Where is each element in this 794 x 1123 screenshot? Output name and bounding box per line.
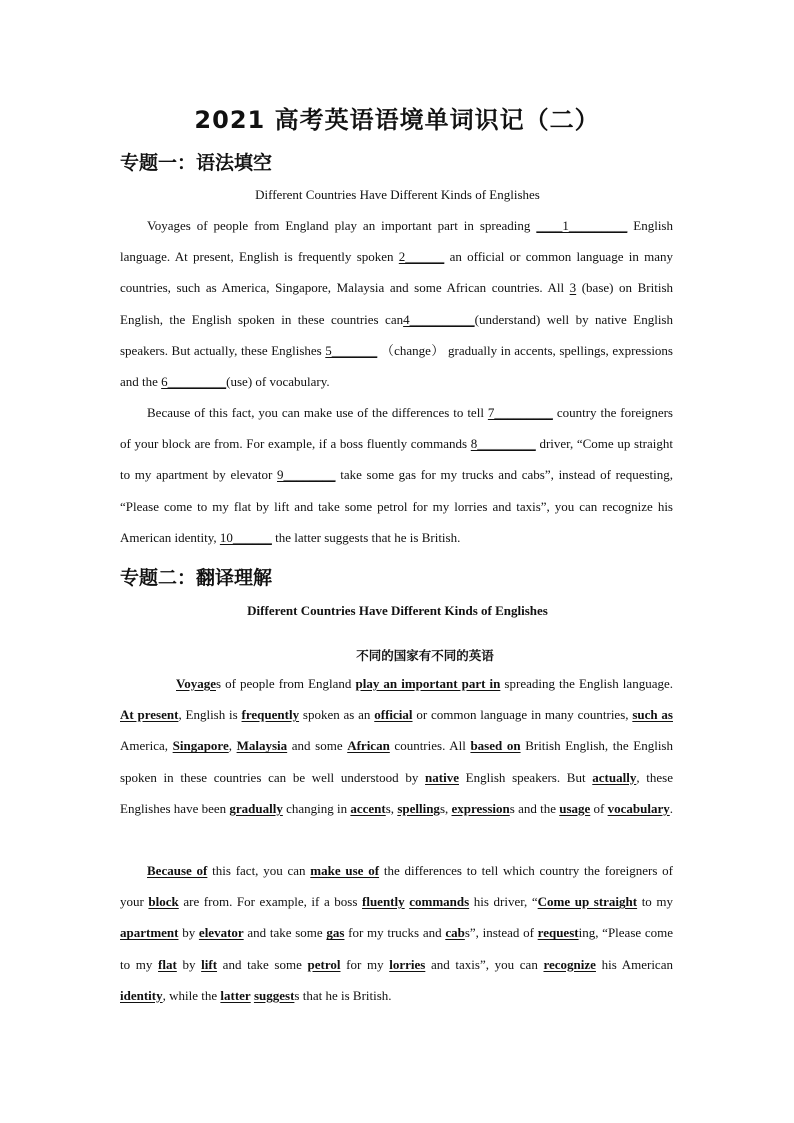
keyword: accent — [350, 800, 386, 816]
answer-blank: 7_________ — [487, 405, 553, 420]
keyword: elevator — [198, 925, 244, 941]
keyword: fluently — [362, 894, 405, 910]
answer-blank: 5_______ — [325, 342, 378, 358]
keyword: lorries — [389, 956, 426, 972]
keyword: native — [425, 769, 459, 785]
keyword: gradually — [229, 800, 283, 816]
keyword: latter — [220, 987, 251, 1003]
answer-blank: 9________ — [277, 467, 336, 483]
keyword: request — [537, 925, 579, 941]
section1-heading: 专题一：语法填空 — [120, 152, 273, 174]
keyword: petrol — [307, 956, 341, 972]
keyword: At present — [120, 707, 179, 723]
answer-blank: 10______ — [219, 529, 272, 545]
keyword: commands — [409, 894, 470, 910]
keyword: Come up straight — [537, 894, 638, 910]
keyword: frequently — [241, 707, 300, 723]
section1-subtitle: Different Countries Have Different Kinds of Englishes — [255, 187, 540, 202]
section2-subtitle: Different Countries Have Different Kinds of Englishes — [247, 603, 548, 618]
answer-blank: 3 — [569, 280, 577, 296]
keyword: cab — [445, 925, 465, 941]
section2-heading: 专题二：翻译理解 — [120, 567, 273, 589]
keyword: apartment — [120, 925, 179, 941]
answer-blank: 8_________ — [470, 436, 536, 452]
keyword: suggest — [253, 987, 295, 1003]
keyword: play an important part in — [355, 676, 501, 691]
keyword: expression — [451, 800, 510, 816]
keyword: recognize — [543, 956, 596, 972]
answer-blank: ____1_________ — [536, 218, 628, 233]
keyword: African — [347, 738, 390, 754]
keyword: such as — [632, 707, 673, 723]
section2-paragraph-1: Voyages of people from England play an important part in spreading the English language. At present, English is frequently spoken as an official or common language in many countries, such as America, Singapore, Malaysia and some African countries. All based on British English, the English spoken in these countries can be well understood by native English speakers. But actually, these Englishes have been gradually changing in accents, spellings, expressions and the usage of vocabulary. — [120, 676, 674, 816]
keyword: usage — [559, 800, 591, 816]
keyword: Malaysia — [236, 738, 288, 754]
page-title: 2021 高考英语语境单词识记（二） — [194, 106, 600, 134]
keyword: lift — [201, 956, 218, 972]
keyword: vocabulary — [607, 800, 670, 816]
keyword: make use of — [310, 863, 380, 878]
section1-paragraph-1: Voyages of people from England play an important part in spreading ____1_________ English language. At present, English is frequently spoken 2______ an official or common language in many countries, such as America, Singapore, Malaysia and some African countries. All 3 (base) on British English, the English spoken in these countries can4__________(understand) well by native English speakers. But actually, these Englishes 5_______ （change） gradually in accents, spellings, expressions and the 6_________(use) of vocabulary. — [120, 210, 673, 397]
answer-blank: 4__________ — [403, 311, 475, 327]
section1-paragraph-2: Because of this fact, you can make use of the differences to tell 7_________ country the foreigners of your block are from. For example, if a boss fluently commands 8_________ driver, “Come up straight to my apartment by elevator 9________ take some gas for my trucks and cabs”, instead of requesting, “Please come to my flat by lift and take some petrol for my lorries and taxis”, you can recognize his American identity, 10______ the latter suggests that he is British. — [120, 397, 673, 553]
section2-chinese-title: 不同的国家有不同的英语 — [356, 648, 494, 663]
keyword: block — [148, 894, 179, 910]
keyword: Voyage — [176, 676, 216, 691]
keyword: Singapore — [172, 738, 229, 754]
keyword: official — [374, 707, 413, 723]
keyword: Because of — [147, 863, 208, 878]
section2-paragraph-2: Because of this fact, you can make use of the differences to tell which country the foreigners of your block are from. For example, if a boss fluently commands his driver, “Come up straight to my apartment by elevator and take some gas for my trucks and cabs”, instead of requesting, “Please come to my flat by lift and take some petrol for my lorries and taxis”, you can recognize his American identity, while the latter suggests that he is British. — [120, 863, 674, 1003]
keyword: spelling — [397, 800, 440, 816]
keyword: based on — [470, 738, 521, 754]
answer-blank: 6_________ — [161, 374, 227, 390]
keyword: gas — [326, 925, 345, 941]
answer-blank: 2______ — [398, 249, 445, 265]
keyword: flat — [158, 956, 177, 972]
keyword: actually — [592, 769, 637, 785]
keyword: identity — [120, 987, 163, 1003]
